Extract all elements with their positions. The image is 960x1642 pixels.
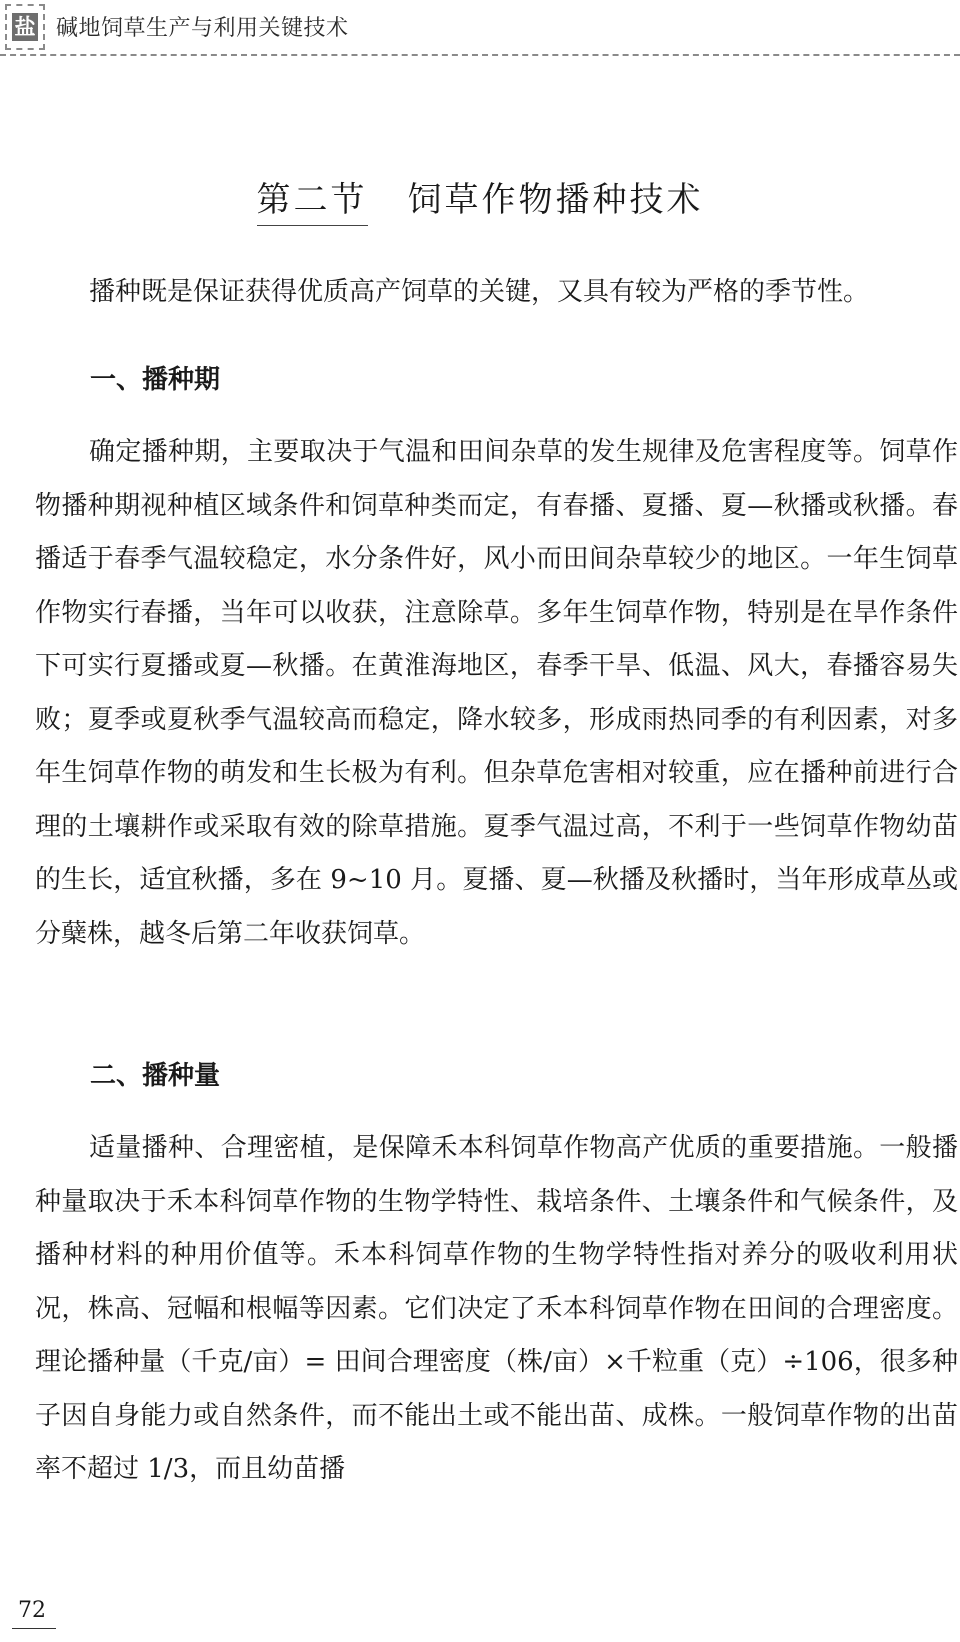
page-number: 72 — [18, 1598, 46, 1623]
sowing-period-paragraph: 确定播种期，主要取决于气温和田间杂草的发生规律及危害程度等。饲草作物播种期视种植区域条件和饲草种类而定，有春播、夏播、夏—秋播或秋播。春播适于春季气温较稳定，水分条件好，风小而田间杂草较少的地区。一年生饲草作物实行春播，当年可以收获，注意除草。多年生饲草作物，特别是在旱作条件下可实行夏播或夏—秋播。在黄淮海地区，春季干旱、低温、风大，春播容易失败；夏季或夏秋季气温较高而稳定，降水较多，形成雨热同季的有利因素，对多年生饲草作物的萌发和生长极为有利。但杂草危害相对较重，应在播种前进行合理的土壤耕作或采取有效的除草措施。夏季气温过高，不利于一些饲草作物幼苗的生长，适宜秋播，多在 9~10 月。夏播、夏—秋播及秋播时，当年形成草丛或分蘖株，越冬后第二年收获饲草。 — [35, 437, 958, 949]
chapter-badge — [5, 4, 45, 50]
book-title: 碱地饲草生产与利用关键技术 — [56, 16, 349, 41]
subsection-heading-sowing-rate: 二、播种量 — [90, 1061, 221, 1091]
header-divider — [0, 54, 960, 56]
section-number: 第二节 — [257, 172, 368, 226]
sowing-rate-paragraph: 适量播种、合理密植，是保障禾本科饲草作物高产优质的重要措施。一般播种量取决于禾本科饲草作物的生物学特性、栽培条件、土壤条件和气候条件，及播种材料的种用价值等。禾本科饲草作物的生物学特性指对养分的吸收利用状况，株高、冠幅和根幅等因素。它们决定了禾本科饲草作物在田间的合理密度。理论播种量（千克/亩）= 田间合理密度（株/亩）×千粒重（克）÷106，很多种子因自身能力或自然条件，而不能出土或不能出苗、成株。一般饲草作物的出苗率不超过 1/3，而且幼苗播 — [35, 1133, 958, 1484]
subsection-heading-sowing-period: 一、播种期 — [90, 365, 221, 395]
badge-char: 盐 — [12, 13, 38, 41]
section-heading — [0, 172, 960, 226]
page-number-underline — [12, 1628, 56, 1629]
intro-paragraph: 播种既是保证获得优质高产饲草的关键，又具有较为严格的季节性。 — [89, 277, 870, 307]
section-title: 饲草作物播种技术 — [407, 180, 704, 220]
running-header — [0, 0, 960, 56]
